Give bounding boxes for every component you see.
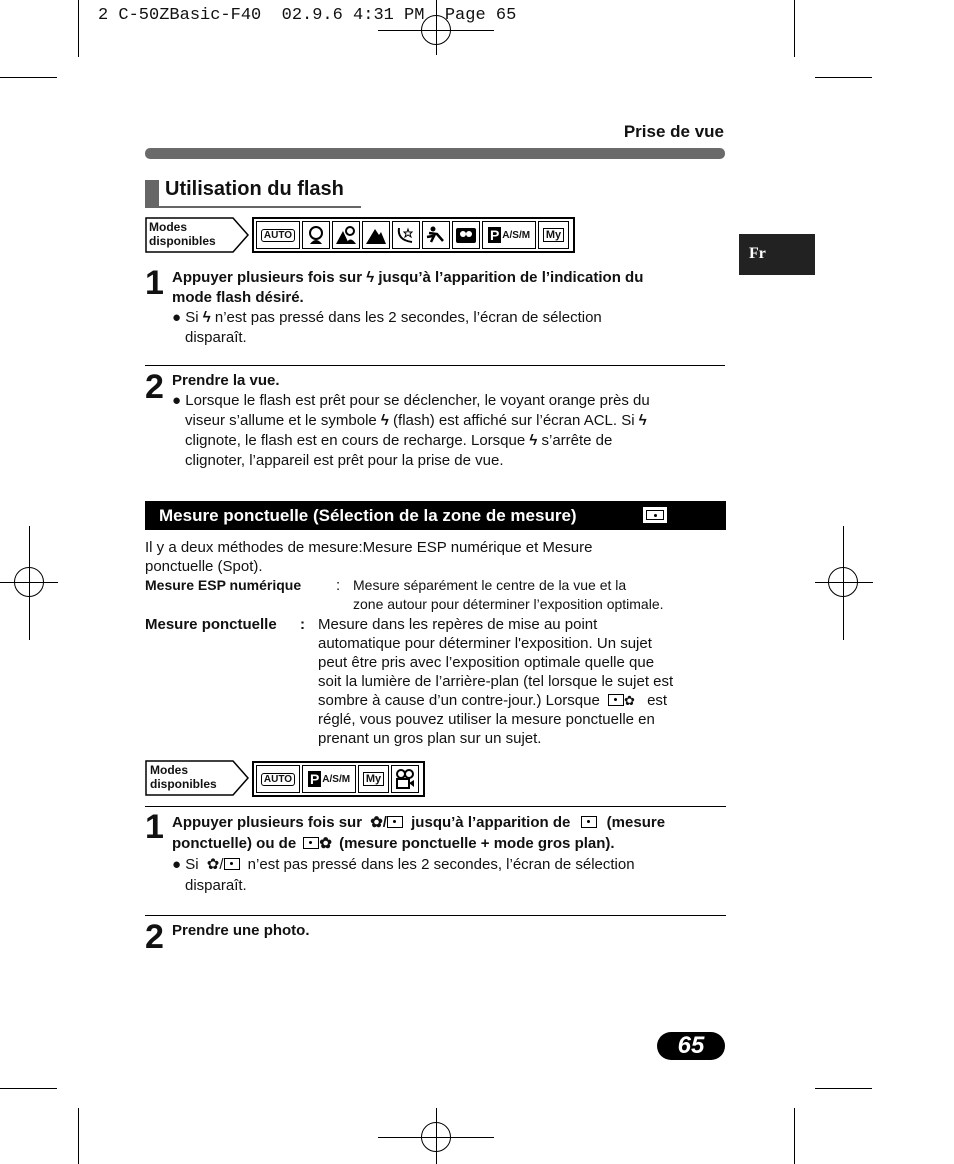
night-scene-icon — [392, 221, 420, 249]
esp-definition: Mesure séparément le centre de la vue et la zone autour pour déterminer l’exposition optimale. — [353, 577, 664, 612]
registration-circle — [14, 567, 44, 597]
section-header: Prise de vue — [623, 122, 724, 141]
spot-term: Mesure ponctuelle — [145, 616, 277, 633]
crop-mark — [78, 1108, 79, 1164]
portrait-icon — [302, 221, 330, 249]
crop-mark — [794, 0, 795, 57]
crop-mark — [0, 1088, 57, 1089]
step-number: 1 — [145, 808, 164, 846]
auto-mode-icon: AUTO — [256, 765, 300, 793]
macro-spot-icon: ✿/ — [370, 814, 403, 831]
spot-intro: Il y a deux méthodes de mesure:Mesure ESP numérique et Mesure ponctuelle (Spot). — [145, 539, 593, 575]
modes-label-2: disponibles — [149, 234, 216, 248]
step-divider — [145, 915, 726, 916]
flash-icon: ϟ — [366, 269, 375, 286]
self-portrait-icon — [452, 221, 480, 249]
modes-label-2: disponibles — [150, 777, 217, 791]
registration-circle — [421, 1122, 451, 1152]
modes-tag-label — [149, 220, 216, 248]
esp-term: Mesure ESP numérique — [145, 577, 302, 593]
modes-label-1: Modes — [150, 763, 189, 777]
modes-icon-strip — [252, 761, 425, 797]
crop-mark — [78, 0, 79, 57]
spot-icon — [581, 816, 597, 828]
step-2-text: Prendre une photo. — [172, 922, 310, 939]
flash-icon: ϟ — [638, 412, 647, 429]
spot-macro-icon — [608, 694, 624, 706]
my-mode-icon: My — [358, 765, 389, 793]
my-mode-icon: My — [538, 221, 569, 249]
banner-title: Mesure ponctuelle (Sélection de la zone de mesure) — [159, 506, 577, 525]
step-number: 2 — [145, 918, 164, 956]
title-underline — [145, 206, 361, 208]
flash-icon: ϟ — [202, 309, 211, 326]
section-bar — [145, 148, 725, 159]
p-asm-mode-icon: P A/S/M — [302, 765, 356, 793]
spot-colon: : — [300, 616, 305, 633]
macro-spot-icon: ✿/ — [207, 856, 240, 873]
sports-icon — [422, 221, 450, 249]
step-divider — [145, 806, 726, 807]
page-number: 65 — [657, 1032, 725, 1060]
registration-circle — [828, 567, 858, 597]
language-tab-label: Fr — [749, 245, 766, 262]
flash-icon: ϟ — [529, 432, 538, 449]
spot-metering-icon — [643, 507, 667, 523]
crop-mark — [794, 1108, 795, 1164]
step-1-text: Appuyer plusieurs fois sur ϟ jusqu’à l’apparition de l’indication du mode flash désiré. ● Si ϟ n’est pas pressé dans les 2 secondes, l’écran de sélection disparaît. — [172, 269, 644, 346]
landscape-portrait-icon — [332, 221, 360, 249]
crop-mark — [0, 77, 57, 78]
flash-icon: ϟ — [380, 412, 389, 429]
step-1-text: Appuyer plusieurs fois sur ✿/ jusqu’à l’apparition de (mesure ponctuelle) ou de ✿ (mesure ponctuelle + mode gros plan). ● Si ✿/ n’est pas pressé dans les 2 secondes, l’écran de sélection disparaît. — [172, 814, 666, 894]
print-header: 2 C-50ZBasic-F40 02.9.6 4:31 PM Page 65 — [98, 6, 517, 25]
spot-metering-banner — [145, 501, 726, 530]
esp-colon: : — [336, 577, 341, 594]
flash-title: Utilisation du flash — [165, 178, 344, 200]
macro-icon: ✿ — [624, 693, 635, 708]
modes-label-1: Modes — [149, 220, 188, 234]
modes-icon-strip — [252, 217, 575, 253]
auto-mode-icon: AUTO — [256, 221, 300, 249]
movie-icon — [391, 765, 419, 793]
step-number: 2 — [145, 368, 164, 406]
language-tab — [739, 234, 815, 275]
p-asm-mode-icon: P A/S/M — [482, 221, 536, 249]
step-divider — [145, 365, 725, 366]
spot-definition: Mesure dans les repères de mise au point automatique pour déterminer l'exposition. Un sujet peut être pris avec l’exposition optimale quelle que soit la lumière de l’arrière-plan (tel lorsque le sujet est sombre à cause d’un contre-jour.) Lorsque ✿ est réglé, vous pouvez utiliser la mesure ponctuelle en prenant un gros plan sur un sujet. — [318, 616, 674, 747]
landscape-icon — [362, 221, 390, 249]
title-marker — [145, 180, 159, 207]
spot-macro-icon: ✿ — [303, 835, 332, 852]
step-number: 1 — [145, 264, 164, 302]
crop-mark — [815, 1088, 872, 1089]
modes-tag-label — [150, 763, 217, 791]
crop-mark — [815, 77, 872, 78]
step-2-text: Prendre la vue. ● Lorsque le flash est prêt pour se déclencher, le voyant orange près du viseur s’allume et le symbole ϟ (flash) est affiché sur l’écran ACL. Si ϟ clignote, le flash est en cours de recharge. Lorsque ϟ s’arrête de clignoter, l’appareil est prêt pour la prise de vue. — [172, 372, 650, 469]
